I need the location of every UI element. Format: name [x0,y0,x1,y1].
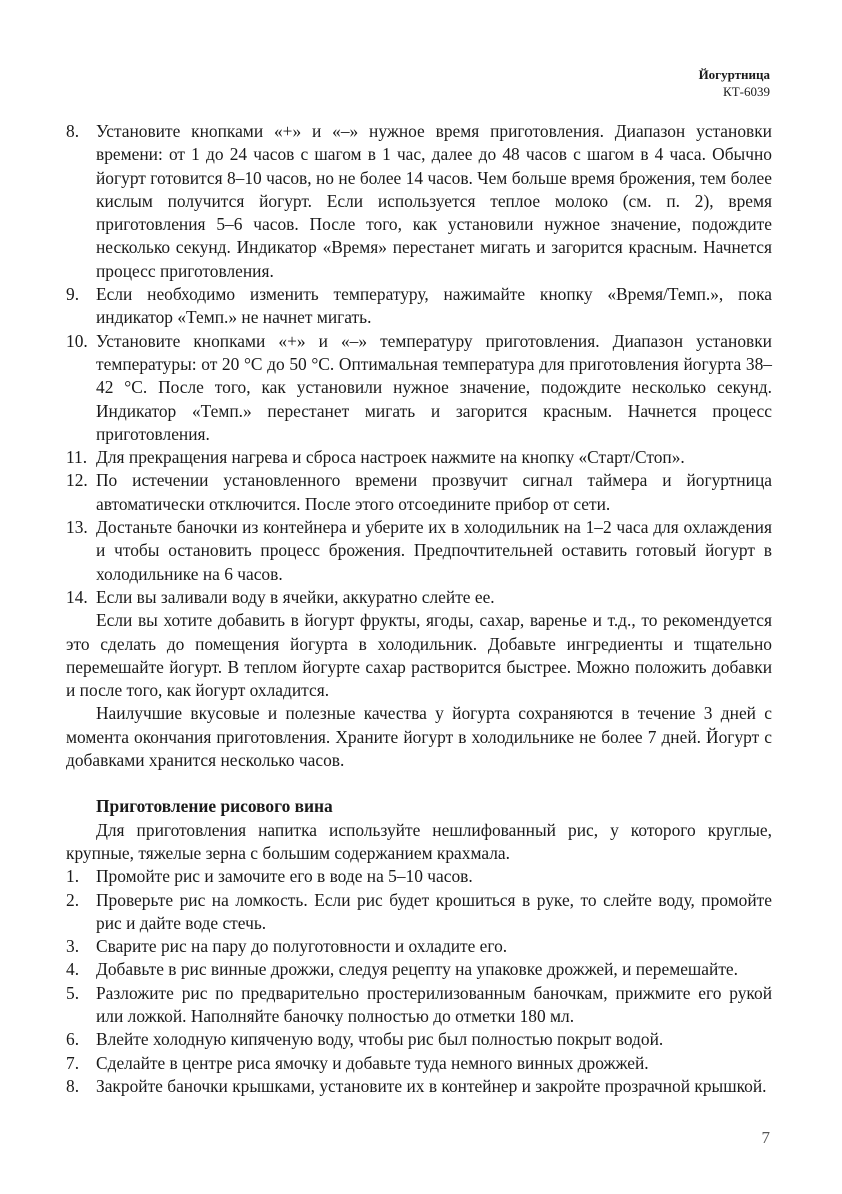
list-item [66,446,772,469]
item-text: Установите кнопками «+» и «–» нужное время приготовления. Диапазон установки времени: от 1 до 24 часов с шагом в 1 час, далее до 48 часов с шагом в 4 часа. Обычно йогурт готовится 8–10 часов, но не более 14 часов. Чем больше время брожения, тем более кислым получится йогурт. Если используется теплое молоко (см. п. 2), время приготовления 5–6 часов. После того, как установили нужное значение, подождите несколько секунд. Индикатор «Время» перестанет мигать и загорится красным. Начнется процесс приготовления. [96,121,772,281]
list-item [66,865,772,888]
list-item [66,1052,772,1075]
section-heading: Приготовление рисового вина [96,796,333,817]
list-item [66,982,772,1029]
list-item [66,1028,772,1051]
item-text: Установите кнопками «+» и «–» температуру приготовления. Диапазон установки температуры: от 20 °С до 50 °С. Оптимальная температура для приготовления йогурта 38–42 °С. После того, как установили нужное значение, подождите несколько секунд. Индикатор «Темп.» перестанет мигать и загорится красным. Начнется процесс приготовления. [96,330,772,444]
list-item [66,889,772,936]
item-number: 9. [66,284,80,305]
item-text: Если вы заливали воду в ячейки, аккуратно слейте ее. [96,586,495,607]
item-number: 10. [66,330,88,351]
item-number: 7. [66,1052,80,1073]
item-number: 8. [66,1075,80,1096]
page-header [699,66,770,100]
product-name: Йогуртница [698,67,770,82]
item-number: 1. [66,866,80,887]
yogurt-steps-list [66,120,772,609]
item-text: Влейте холодную кипяченую воду, чтобы рис был полностью покрыт водой. [96,1029,664,1050]
item-text: Сделайте в центре риса ямочку и добавьте туда немного винных дрожжей. [96,1052,649,1073]
list-item [66,958,772,981]
item-number: 5. [66,982,80,1003]
list-item [66,120,772,283]
item-text: Проверьте рис на ломкость. Если рис будет крошиться в руке, то слейте воду, промойте рис и дайте воде стечь. [96,889,772,933]
list-item [66,1075,772,1098]
item-text: Промойте рис и замочите его в воде на 5–10 часов. [96,866,473,887]
list-item [66,283,772,330]
section-intro: Для приготовления напитка используйте нешлифованный рис, у которого круглые, крупные, тяжелые зерна с большим содержанием крахмала. [66,819,772,863]
item-number: 12. [66,470,88,491]
item-text: Сварите рис на пару до полуготовности и охладите его. [96,936,508,957]
item-number: 8. [66,121,80,141]
item-text: Для прекращения нагрева и сброса настроек нажмите на кнопку «Старт/Стоп». [96,447,685,468]
list-item [66,516,772,586]
item-number: 2. [66,889,80,910]
rice-wine-steps-list [66,865,772,1098]
item-number: 6. [66,1029,80,1050]
page-content [66,120,772,1098]
item-text: Разложите рис по предварительно простерилизованным баночкам, прижмите его рукой или ложкой. Наполняйте баночку полностью до отметки 180 мл. [96,982,772,1026]
list-item [66,330,772,446]
list-item [66,469,772,516]
item-number: 11. [66,447,88,468]
item-number: 3. [66,936,80,957]
list-item [66,586,772,609]
item-number: 14. [66,586,88,607]
item-text: Если необходимо изменить температуру, нажимайте кнопку «Время/Темп.», пока индикатор «Темп.» не начнет мигать. [96,284,772,328]
item-text: Достаньте баночки из контейнера и уберите их в холодильник на 1–2 часа для охлаждения и чтобы остановить процесс брожения. Предпочтительней оставить готовый йогурт в холодильнике на 6 часов. [96,517,772,584]
item-text: Закройте баночки крышками, установите их в контейнер и закройте прозрачной крышкой. [96,1075,767,1096]
item-number: 4. [66,959,80,980]
item-number: 13. [66,517,88,538]
page-number: 7 [761,1128,770,1147]
model-number: КТ-6039 [723,84,770,99]
body-paragraph: Наилучшие вкусовые и полезные качества у йогурта сохраняются в течение 3 дней с момента окончания приготовления. Храните йогурт в холодильнике не более 7 дней. Йогурт с добавками хранится несколько часов. [66,703,772,771]
list-item [66,935,772,958]
body-paragraph: Если вы хотите добавить в йогурт фрукты, ягоды, сахар, варенье и т.д., то рекомендуется это сделать до помещения йогурта в холодильник. Добавьте ингредиенты и тщательно перемешайте йогурт. В теплом йогурте сахар растворится быстрее. Можно положить добавки и после того, как йогурт охладится. [66,610,772,701]
item-text: Добавьте в рис винные дрожжи, следуя рецепту на упаковке дрожжей, и перемешайте. [96,959,738,980]
item-text: По истечении установленного времени прозвучит сигнал таймера и йогуртница автоматически отключится. После этого отсоедините прибор от сети. [96,470,772,514]
